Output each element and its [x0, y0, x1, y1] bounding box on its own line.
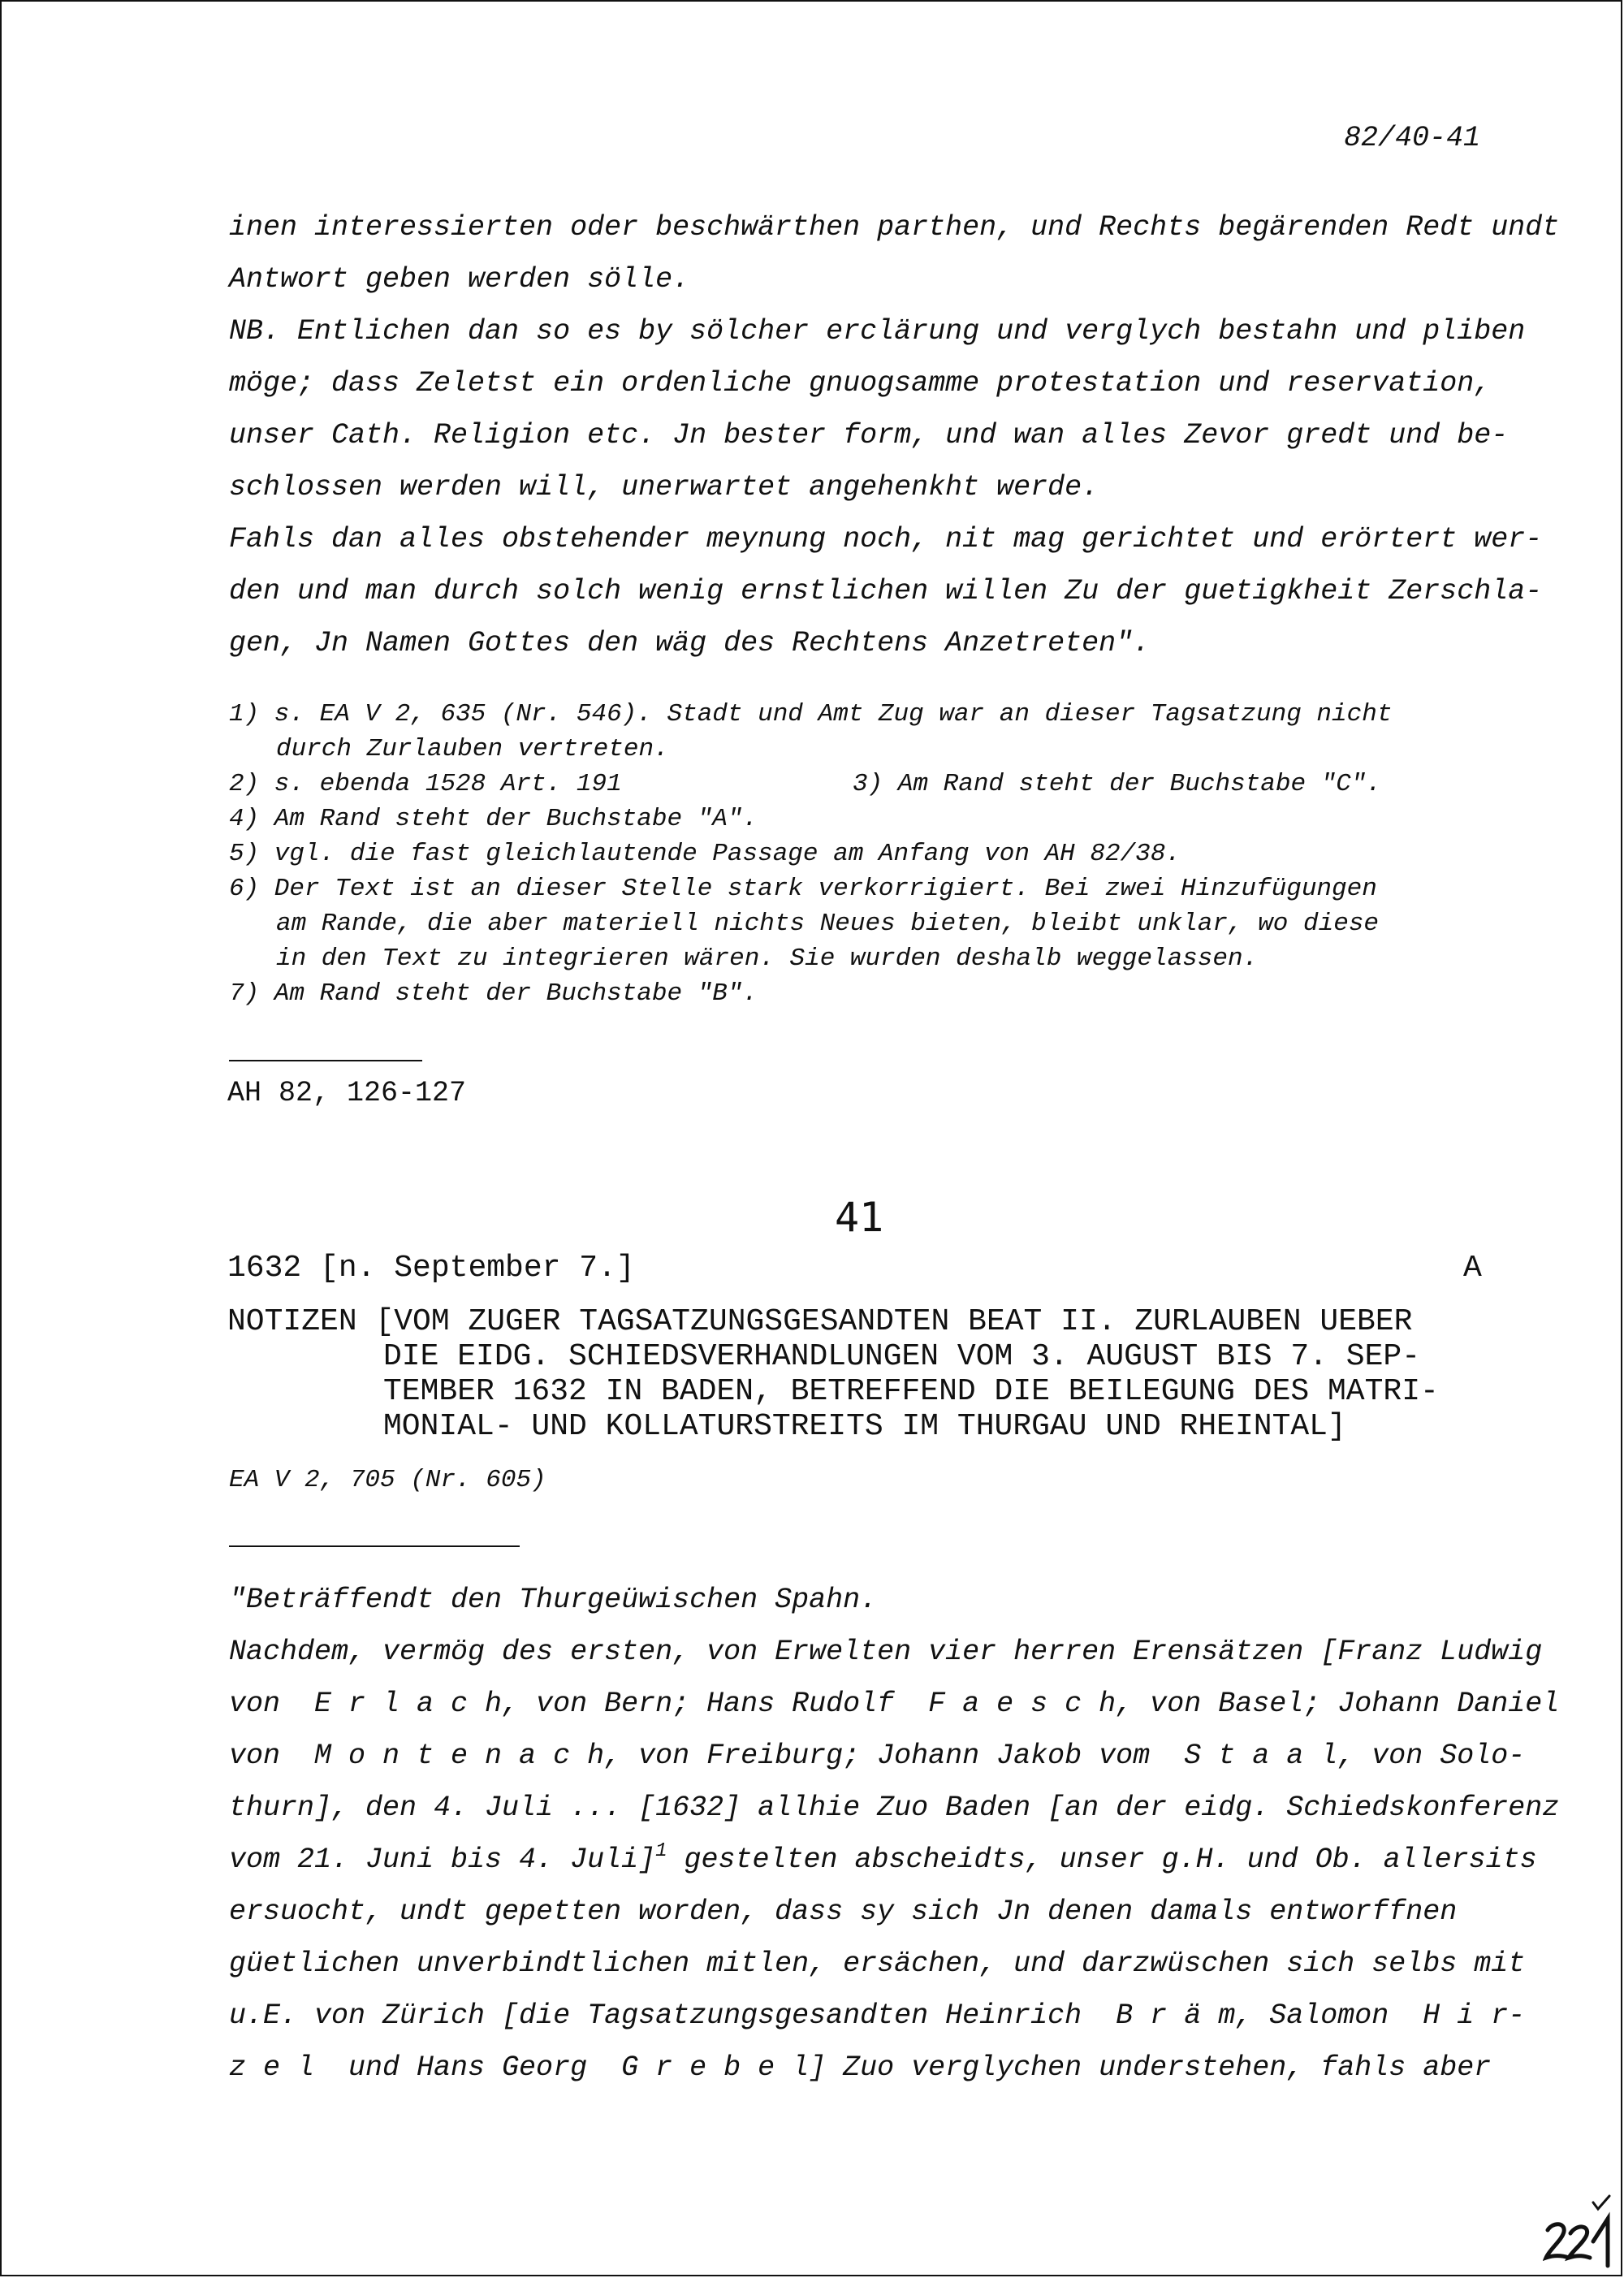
text-line: Fahls dan alles obstehender meynung noch, nit mag gerichtet und erörtert wer-	[229, 523, 1543, 555]
source-reference: AH 82, 126-127	[227, 1077, 467, 1109]
footnote-2: 2) s. ebenda 1528 Art. 191	[229, 770, 622, 798]
footnote-1: 1) s. EA V 2, 635 (Nr. 546). Stadt und Amt Zug war an dieser Tagsatzung nicht	[229, 700, 1393, 728]
text-segment: vom 21. Juni bis 4. Juli]	[229, 1844, 656, 1876]
text-line: schlossen werden will, unerwartet angehenkht werde.	[229, 471, 1099, 504]
title-line: DIE EIDG. SCHIEDSVERHANDLUNGEN VOM 3. AUGUST BIS 7. SEP-	[383, 1339, 1421, 1374]
text-line: gen, Jn Namen Gottes den wäg des Rechtens Anzetreten".	[229, 627, 1151, 659]
footnote-6: 6) Der Text ist an dieser Stelle stark verkorrigiert. Bei zwei Hinzufügungen	[229, 875, 1377, 903]
text-line: ersuocht, undt gepetten worden, dass sy sich Jn denen damals entworffnen	[229, 1895, 1458, 1928]
footnote-6-cont: am Rande, die aber materiell nichts Neues bieten, bleibt unklar, wo diese	[276, 910, 1380, 938]
title-line: MONIAL- UND KOLLATURSTREITS IM THURGAU UND RHEINTAL]	[383, 1409, 1346, 1444]
handwritten-page-number	[1543, 2193, 1618, 2271]
text-line: inen interessierten oder beschwärthen parthen, und Rechts begärenden Redt undt	[229, 211, 1560, 244]
page-reference: 82/40-41	[1344, 122, 1481, 154]
title-line: TEMBER 1632 IN BADEN, BETREFFEND DIE BEILEGUNG DES MATRI-	[383, 1374, 1439, 1409]
divider	[229, 1545, 520, 1547]
footnote-7: 7) Am Rand steht der Buchstabe "B".	[229, 979, 758, 1008]
text-line: von M o n t e n a c h, von Freiburg; Johann Jakob vom S t a a l, von Solo-	[229, 1740, 1526, 1772]
text-line: unser Cath. Religion etc. Jn bester form, und wan alles Zevor gredt und be-	[229, 419, 1509, 452]
text-segment: gestelten abscheidts, unser g.H. und Ob. allersits	[667, 1844, 1537, 1876]
footnote-marker: 1	[655, 1840, 667, 1862]
divider	[229, 1060, 422, 1061]
footnote-4: 4) Am Rand steht der Buchstabe "A".	[229, 805, 758, 833]
text-line: u.E. von Zürich [die Tagsatzungsgesandten Heinrich B r ä m, Salomon H i r-	[229, 1999, 1526, 2032]
text-line: Nachdem, vermög des ersten, von Erwelten vier herren Erensätzen [Franz Ludwig	[229, 1636, 1543, 1668]
footnote-1-cont: durch Zurlauben vertreten.	[276, 735, 669, 763]
text-line: möge; dass Zeletst ein ordenliche gnuogsamme protestation und reservation,	[229, 367, 1492, 400]
text-line	[229, 1840, 1537, 1876]
document-reference: EA V 2, 705 (Nr. 605)	[229, 1466, 546, 1494]
footnote-3: 3) Am Rand steht der Buchstabe "C".	[853, 770, 1382, 798]
text-line: NB. Entlichen dan so es by sölcher erclärung und verglych bestahn und pliben	[229, 315, 1526, 348]
title-line: NOTIZEN [VOM ZUGER TAGSATZUNGSGESANDTEN BEAT II. ZURLAUBEN UEBER	[227, 1304, 1413, 1339]
text-line: von E r l a c h, von Bern; Hans Rudolf F a e s c h, von Basel; Johann Daniel	[229, 1688, 1560, 1720]
text-line: Antwort geben werden sölle.	[229, 263, 690, 296]
footnote-6-cont: in den Text zu integrieren wären. Sie wurden deshalb weggelassen.	[276, 944, 1259, 973]
document-classification: A	[1463, 1251, 1482, 1286]
document-date: 1632 [n. September 7.]	[227, 1251, 635, 1286]
footnote-5: 5) vgl. die fast gleichlautende Passage am Anfang von AH 82/38.	[229, 840, 1181, 868]
document-number: 41	[835, 1194, 884, 1241]
text-line: "Beträffendt den Thurgeüwischen Spahn.	[229, 1584, 878, 1616]
text-line: güetlichen unverbindtlichen mitlen, ersächen, und darzwüschen sich selbs mit	[229, 1947, 1526, 1980]
text-line: thurn], den 4. Juli ... [1632] allhie Zuo Baden [an der eidg. Schiedskonferenz	[229, 1792, 1560, 1824]
text-line: den und man durch solch wenig ernstlichen willen Zu der guetigkheit Zerschla-	[229, 575, 1543, 607]
text-line: z e l und Hans Georg G r e b e l] Zuo verglychen understehen, fahls aber	[229, 2051, 1492, 2084]
